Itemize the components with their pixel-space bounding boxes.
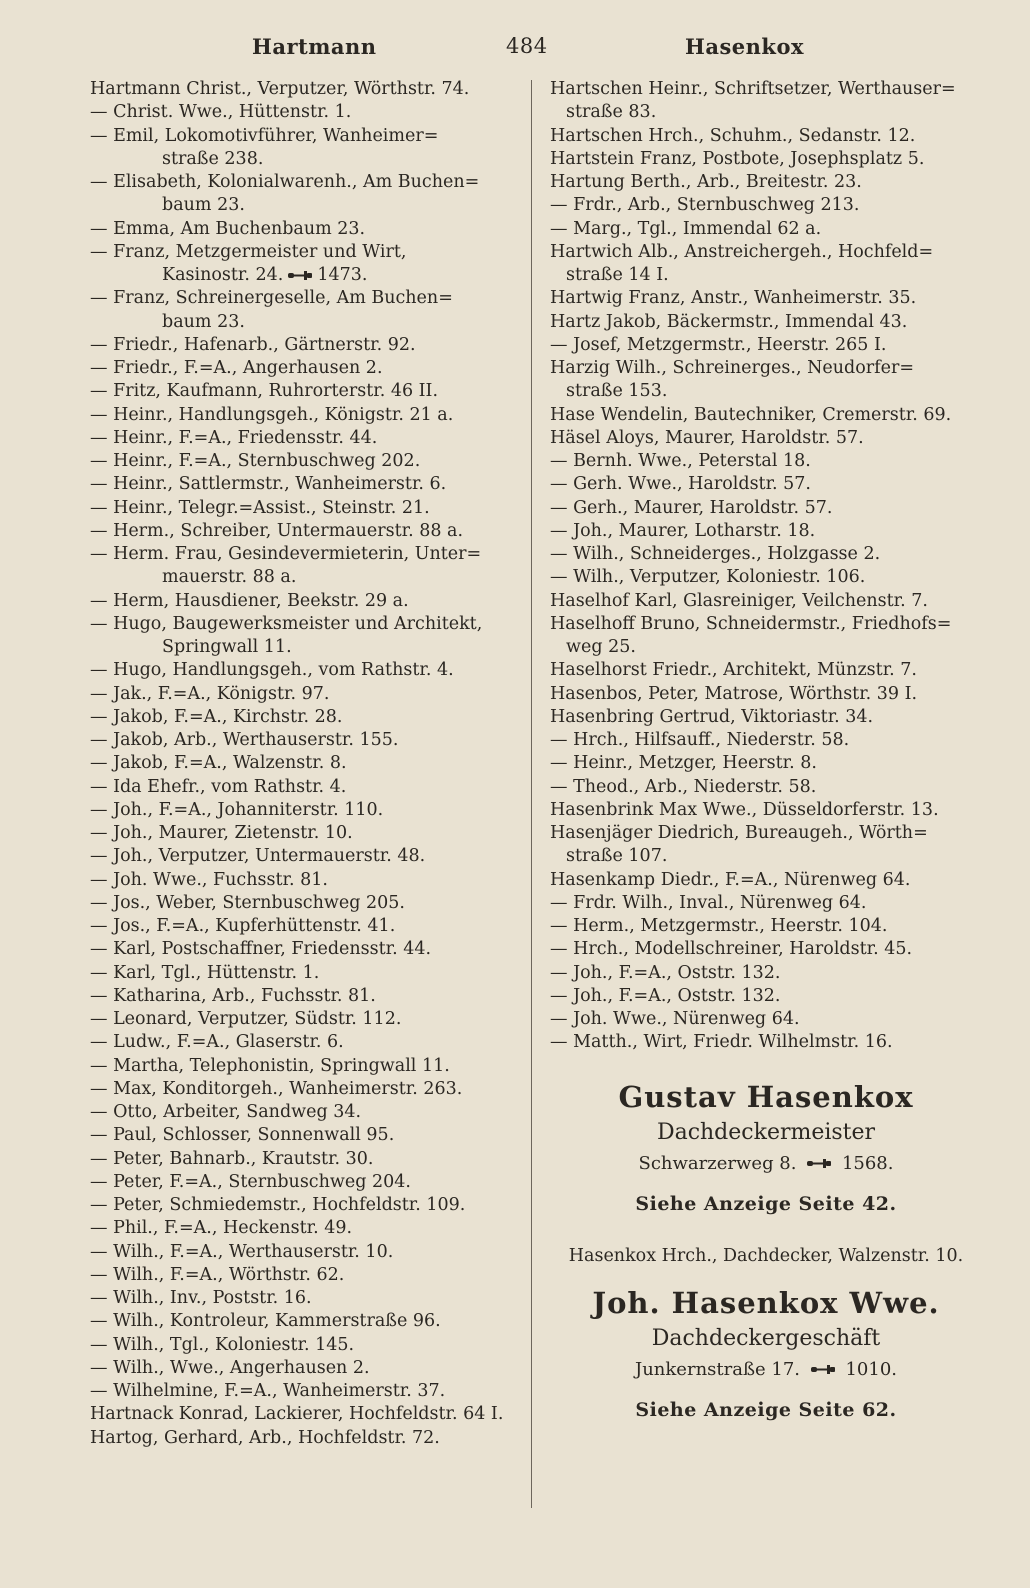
entry-line: — Phil., F.=A., Heckenstr. 49. bbox=[90, 1218, 353, 1239]
directory-entry bbox=[90, 1008, 522, 1031]
entry-hasenkox-hrch: Hasenkox Hrch., Dachdecker, Walzenstr. 10. bbox=[568, 1245, 964, 1266]
entry-continuation-text: mauerstr. 88 a. bbox=[162, 567, 297, 588]
entry-line: — Wilh., Kontroleur, Kammerstraße 96. bbox=[90, 1311, 441, 1332]
directory-entry bbox=[90, 404, 522, 427]
ad-reference: Siehe Anzeige Seite 62. bbox=[635, 1398, 897, 1421]
ad-address: Schwarzerweg 8. bbox=[638, 1152, 797, 1174]
directory-entry bbox=[550, 404, 982, 427]
entry-line: — Joh., F.=A., Oststr. 132. bbox=[550, 962, 781, 983]
entry-line: Hasenkamp Diedr., F.=A., Nürenweg 64. bbox=[550, 869, 911, 890]
entry-line: — Hrch., Hilfsauff., Niederstr. 58. bbox=[550, 730, 850, 750]
directory-entry bbox=[550, 241, 982, 288]
entry-continuation-text: Springwall 11. bbox=[162, 637, 292, 657]
entry-line: — Heinr., Telegr.=Assist., Steinstr. 21. bbox=[90, 497, 430, 518]
entry-line: — Ida Ehefr., vom Rathstr. 4. bbox=[90, 776, 347, 797]
telephone-icon bbox=[287, 270, 313, 281]
directory-entry bbox=[90, 427, 522, 450]
directory-entry bbox=[90, 613, 522, 660]
ad-name: Gustav Hasenkox bbox=[618, 1079, 914, 1114]
directory-entry bbox=[90, 520, 522, 543]
directory-entry bbox=[90, 1380, 522, 1403]
entry-line: Hartschen Heinr., Schriftsetzer, Werthauser= bbox=[550, 79, 956, 99]
directory-entry bbox=[550, 171, 982, 194]
entry-line: Hasenjäger Diedrich, Bureaugeh., Wörth= bbox=[550, 823, 928, 843]
entry-line: Haselhorst Friedr., Architekt, Münzstr. 7. bbox=[550, 660, 917, 681]
directory-entry bbox=[90, 938, 522, 961]
directory-entry bbox=[550, 892, 982, 915]
entry-line: — Joh., F.=A., Johanniterstr. 110. bbox=[90, 799, 384, 820]
entry-line: Hasenbrink Max Wwe., Düsseldorferstr. 13. bbox=[550, 799, 939, 820]
directory-entry bbox=[90, 1078, 522, 1101]
directory-entry bbox=[90, 962, 522, 985]
directory-entry bbox=[550, 683, 982, 706]
entry-line: — Herm., Metzgermstr., Heerstr. 104. bbox=[550, 916, 888, 936]
entry-continuation-text: straße 107. bbox=[566, 846, 668, 867]
directory-entry bbox=[90, 659, 522, 682]
entry-line: — Joh., Verputzer, Untermauerstr. 48. bbox=[90, 846, 426, 867]
directory-entry bbox=[90, 729, 522, 752]
entry-line: — Wilh., Tgl., Koloniestr. 145. bbox=[90, 1334, 355, 1355]
entry-line: — Max, Konditorgeh., Wanheimerstr. 263. bbox=[90, 1078, 463, 1099]
entry-line: — Peter, F.=A., Sternbuschweg 204. bbox=[90, 1171, 411, 1192]
ad-occupation: Dachdeckergeschäft bbox=[651, 1325, 881, 1351]
entry-phone: 1473. bbox=[317, 265, 368, 285]
entry-line: Hartschen Hrch., Schuhm., Sedanstr. 12. bbox=[550, 125, 916, 146]
entry-line: — Karl, Tgl., Hüttenstr. 1. bbox=[90, 962, 320, 983]
right-entries bbox=[550, 78, 982, 1055]
entry-line: — Katharina, Arb., Fuchsstr. 81. bbox=[90, 985, 376, 1006]
directory-entry bbox=[90, 1287, 522, 1310]
entry-line: — Jak., F.=A., Königstr. 97. bbox=[90, 683, 330, 704]
directory-entry bbox=[550, 450, 982, 473]
entry-line: — Franz, Metzgermeister und Wirt, bbox=[90, 241, 407, 262]
directory-entry bbox=[90, 380, 522, 403]
entry-line: — Otto, Arbeiter, Sandweg 34. bbox=[90, 1102, 362, 1122]
directory-entry bbox=[90, 543, 522, 590]
entry-line: Hartung Berth., Arb., Breitestr. 23. bbox=[550, 172, 862, 192]
entry-line: — Franz, Schreinergeselle, Am Buchen= bbox=[90, 288, 453, 309]
entry-line: Hasenbring Gertrud, Viktoriastr. 34. bbox=[550, 706, 874, 727]
directory-entry bbox=[550, 473, 982, 496]
entry-line: — Friedr., Hafenarb., Gärtnerstr. 92. bbox=[90, 334, 416, 355]
directory-entry bbox=[90, 915, 522, 938]
directory-entry bbox=[550, 962, 982, 985]
entry-line: — Jos., F.=A., Kupferhüttenstr. 41. bbox=[90, 916, 396, 936]
entry-continuation-text: straße 153. bbox=[566, 381, 668, 402]
entry-line: — Heinr., F.=A., Friedensstr. 44. bbox=[90, 427, 378, 448]
entry-line: — Bernh. Wwe., Peterstal 18. bbox=[550, 451, 811, 471]
entry-continuation-text: straße 238. bbox=[162, 148, 264, 169]
directory-entry bbox=[550, 311, 982, 334]
directory-entry bbox=[90, 985, 522, 1008]
directory-entry bbox=[90, 473, 522, 496]
directory-entry bbox=[550, 566, 982, 589]
directory-entry bbox=[550, 752, 982, 775]
entry-line: — Frdr. Wilh., Inval., Nürenweg 64. bbox=[550, 892, 867, 913]
directory-entry bbox=[90, 1171, 522, 1194]
directory-entry bbox=[550, 125, 982, 148]
directory-entry bbox=[550, 1008, 982, 1031]
directory-entry bbox=[550, 334, 982, 357]
entry-continuation bbox=[90, 148, 522, 171]
directory-entry bbox=[90, 101, 522, 124]
left-column bbox=[90, 78, 522, 1450]
directory-entry bbox=[90, 1241, 522, 1264]
entry-line: — Theod., Arb., Niederstr. 58. bbox=[550, 776, 817, 797]
entry-line: — Heinr., F.=A., Sternbuschweg 202. bbox=[90, 451, 421, 471]
directory-entry bbox=[90, 1148, 522, 1171]
directory-entry bbox=[90, 334, 522, 357]
entry-line: — Gerh., Maurer, Haroldstr. 57. bbox=[550, 497, 833, 518]
entry-line: — Marg., Tgl., Immendal 62 a. bbox=[550, 218, 822, 239]
entry-line: — Jakob, F.=A., Kirchstr. 28. bbox=[90, 706, 343, 727]
directory-entry bbox=[550, 543, 982, 566]
directory-entry bbox=[550, 218, 982, 241]
directory-entry bbox=[90, 287, 522, 334]
directory-entry bbox=[90, 1403, 522, 1426]
entry-line: — Joh. Wwe., Nürenweg 64. bbox=[550, 1009, 800, 1029]
entry-line: — Hugo, Baugewerksmeister und Architekt, bbox=[90, 613, 483, 634]
directory-entry bbox=[90, 845, 522, 868]
entry-line: Hartwich Alb., Anstreichergeh., Hochfeld= bbox=[550, 241, 934, 262]
entry-line: — Hrch., Modellschreiner, Haroldstr. 45. bbox=[550, 939, 913, 960]
telephone-icon bbox=[810, 1364, 836, 1375]
entry-line: — Frdr., Arb., Sternbuschweg 213. bbox=[550, 195, 860, 216]
directory-entry bbox=[550, 194, 982, 217]
directory-entry bbox=[550, 799, 982, 822]
entry-line: — Fritz, Kaufmann, Ruhrorterstr. 46 II. bbox=[90, 381, 439, 402]
directory-entry bbox=[550, 1031, 982, 1054]
directory-entry bbox=[550, 659, 982, 682]
directory-entry bbox=[90, 590, 522, 613]
entry-line: Hartog, Gerhard, Arb., Hochfeldstr. 72. bbox=[90, 1427, 440, 1448]
directory-entry bbox=[90, 683, 522, 706]
entry-line: — Wilh., F.=A., Werthauserstr. 10. bbox=[90, 1241, 394, 1262]
directory-entry bbox=[90, 125, 522, 172]
directory-entry bbox=[550, 287, 982, 310]
directory-entry bbox=[550, 78, 982, 125]
directory-entry bbox=[90, 869, 522, 892]
entry-line: — Herm, Hausdiener, Beekstr. 29 a. bbox=[90, 590, 409, 611]
entry-line: Hasenbos, Peter, Matrose, Wörthstr. 39 I. bbox=[550, 683, 918, 704]
ad-name: Joh. Hasenkox Wwe. bbox=[592, 1285, 940, 1320]
advertisement-joh-hasenkox bbox=[550, 1283, 982, 1427]
entry-continuation-text: Kasinostr. 24. bbox=[162, 265, 284, 285]
entry-line: — Wilh., Verputzer, Koloniestr. 106. bbox=[550, 567, 866, 588]
entry-line: — Martha, Telephonistin, Springwall 11. bbox=[90, 1055, 450, 1076]
entry-line: — Peter, Bahnarb., Krautstr. 30. bbox=[90, 1148, 374, 1169]
entry-line: — Wilh., Inv., Poststr. 16. bbox=[90, 1288, 312, 1308]
directory-entry bbox=[90, 357, 522, 380]
directory-entry bbox=[90, 1101, 522, 1124]
entry-line: — Paul, Schlosser, Sonnenwall 95. bbox=[90, 1125, 395, 1146]
entry-line: — Elisabeth, Kolonialwarenh., Am Buchen= bbox=[90, 172, 480, 192]
entry-continuation bbox=[550, 101, 982, 124]
header-right-name: Hasenkox bbox=[685, 34, 804, 59]
entry-line: — Heinr., Metzger, Heerstr. 8. bbox=[550, 753, 817, 774]
entry-line: Hartwig Franz, Anstr., Wanheimerstr. 35. bbox=[550, 288, 917, 309]
ad-address-line bbox=[550, 1355, 982, 1385]
directory-entry bbox=[550, 938, 982, 961]
column-divider bbox=[531, 80, 532, 1508]
ad-occupation: Dachdeckermeister bbox=[656, 1119, 876, 1145]
entry-line: — Matth., Wirt, Friedr. Wilhelmstr. 16. bbox=[550, 1032, 893, 1053]
entry-line: Haselhof Karl, Glasreiniger, Veilchenstr. 7. bbox=[550, 590, 928, 611]
directory-entry bbox=[550, 869, 982, 892]
page-number: 484 bbox=[506, 34, 548, 58]
directory-entry bbox=[90, 497, 522, 520]
directory-entry bbox=[550, 590, 982, 613]
entry-line: — Joh. Wwe., Fuchsstr. 81. bbox=[90, 869, 328, 890]
entry-line: — Leonard, Verputzer, Südstr. 112. bbox=[90, 1009, 402, 1029]
entry-line: — Heinr., Handlungsgeh., Königstr. 21 a. bbox=[90, 404, 454, 425]
directory-entry bbox=[90, 822, 522, 845]
directory-entry bbox=[550, 497, 982, 520]
entry-line: — Joh., Maurer, Zietenstr. 10. bbox=[90, 823, 353, 843]
entry-continuation-text: straße 14 I. bbox=[566, 265, 669, 285]
directory-entry bbox=[90, 1427, 522, 1450]
directory-entry bbox=[90, 1334, 522, 1357]
entry-line: Harzig Wilh., Schreinerges., Neudorfer= bbox=[550, 358, 914, 378]
directory-entry bbox=[550, 357, 982, 404]
page-header bbox=[90, 34, 970, 64]
entry-line: Hartmann Christ., Verputzer, Wörthstr. 74. bbox=[90, 79, 470, 99]
entry-line: — Wilh., Schneiderges., Holzgasse 2. bbox=[550, 544, 881, 564]
directory-entry bbox=[550, 148, 982, 171]
directory-entry bbox=[90, 1217, 522, 1240]
entry-continuation-text: baum 23. bbox=[162, 195, 245, 216]
entry-line: Hase Wendelin, Bautechniker, Cremerstr. 69. bbox=[550, 404, 952, 425]
entry-line: — Wilhelmine, F.=A., Wanheimerstr. 37. bbox=[90, 1381, 446, 1401]
directory-entry bbox=[90, 1310, 522, 1333]
directory-entry bbox=[90, 892, 522, 915]
entry-continuation-text: straße 83. bbox=[566, 102, 657, 123]
directory-entry bbox=[90, 776, 522, 799]
directory-entry bbox=[550, 915, 982, 938]
entry-line: — Karl, Postschaffner, Friedensstr. 44. bbox=[90, 939, 432, 960]
entry-continuation bbox=[90, 311, 522, 334]
entry-line: Hartz Jakob, Bäckermstr., Immendal 43. bbox=[550, 311, 908, 332]
entry-line: — Joh., F.=A., Oststr. 132. bbox=[550, 985, 781, 1006]
directory-entry bbox=[90, 1124, 522, 1147]
directory-entry bbox=[90, 78, 522, 101]
entry-line: Hartstein Franz, Postbote, Josephsplatz 5. bbox=[550, 148, 925, 169]
ad-phone: 1010. bbox=[845, 1358, 897, 1380]
entry-line: — Joh., Maurer, Lotharstr. 18. bbox=[550, 520, 816, 541]
header-left-name: Hartmann bbox=[252, 34, 377, 59]
entry-line: — Jos., Weber, Sternbuschweg 205. bbox=[90, 892, 405, 913]
entry-line: — Jakob, Arb., Werthauserstr. 155. bbox=[90, 730, 399, 750]
directory-entry bbox=[550, 520, 982, 543]
entry-continuation bbox=[550, 845, 982, 868]
directory-entry bbox=[550, 985, 982, 1008]
entry-line: — Friedr., F.=A., Angerhausen 2. bbox=[90, 358, 383, 378]
ad-phone: 1568. bbox=[841, 1152, 894, 1174]
directory-entry bbox=[90, 1055, 522, 1078]
entry-line: — Heinr., Sattlermstr., Wanheimerstr. 6. bbox=[90, 474, 447, 495]
entry-line: Häsel Aloys, Maurer, Haroldstr. 57. bbox=[550, 427, 864, 448]
telephone-icon bbox=[806, 1158, 832, 1169]
directory-entry bbox=[90, 1357, 522, 1380]
entry-line: — Josef, Metzgermstr., Heerstr. 265 I. bbox=[550, 334, 887, 355]
entry-line: — Herm., Schreiber, Untermauerstr. 88 a. bbox=[90, 520, 464, 541]
directory-entry bbox=[90, 799, 522, 822]
entry-line: — Emma, Am Buchenbaum 23. bbox=[90, 218, 366, 239]
directory-entry bbox=[90, 218, 522, 241]
entry-continuation bbox=[550, 380, 982, 403]
directory-entry bbox=[90, 171, 522, 218]
entry-line: — Wilh., Wwe., Angerhausen 2. bbox=[90, 1357, 370, 1378]
directory-entry bbox=[90, 752, 522, 775]
entry-line: — Christ. Wwe., Hüttenstr. 1. bbox=[90, 102, 352, 123]
entry-continuation bbox=[90, 264, 522, 287]
directory-entry bbox=[550, 706, 982, 729]
directory-entry bbox=[90, 1264, 522, 1287]
directory-entry bbox=[90, 1031, 522, 1054]
entry-line: — Emil, Lokomotivführer, Wanheimer= bbox=[90, 125, 439, 146]
directory-entry bbox=[550, 427, 982, 450]
entry-line: — Wilh., F.=A., Wörthstr. 62. bbox=[90, 1264, 345, 1285]
directory-entry bbox=[90, 241, 522, 288]
entry-continuation-text: baum 23. bbox=[162, 311, 245, 332]
directory-entry bbox=[90, 1194, 522, 1217]
entry-continuation bbox=[550, 636, 982, 659]
entry-line: Haselhoff Bruno, Schneidermstr., Friedhofs= bbox=[550, 613, 952, 634]
entry-line: — Hugo, Handlungsgeh., vom Rathstr. 4. bbox=[90, 660, 454, 681]
right-column bbox=[550, 78, 982, 1427]
entry-line: — Herm. Frau, Gesindevermieterin, Unter= bbox=[90, 544, 482, 564]
entry-continuation bbox=[90, 636, 522, 659]
entry-line: — Ludw., F.=A., Glaserstr. 6. bbox=[90, 1032, 344, 1053]
entry-line: — Peter, Schmiedemstr., Hochfeldstr. 109. bbox=[90, 1195, 466, 1215]
entry-continuation-text: weg 25. bbox=[566, 637, 636, 657]
ad-address: Junkernstraße 17. bbox=[635, 1358, 800, 1380]
entry-line: — Gerh. Wwe., Haroldstr. 57. bbox=[550, 474, 811, 495]
entry-line: — Jakob, F.=A., Walzenstr. 8. bbox=[90, 753, 347, 774]
directory-entry bbox=[90, 450, 522, 473]
ad-address-line bbox=[550, 1149, 982, 1179]
advertisement-gustav-hasenkox bbox=[550, 1077, 982, 1221]
directory-entry bbox=[550, 776, 982, 799]
entry-continuation bbox=[90, 566, 522, 589]
directory-entry bbox=[550, 729, 982, 752]
entry-continuation bbox=[90, 194, 522, 217]
directory-entry bbox=[550, 822, 982, 869]
entry-line: Hartnack Konrad, Lackierer, Hochfeldstr. 64 I. bbox=[90, 1404, 504, 1425]
entry-continuation bbox=[550, 264, 982, 287]
directory-entry bbox=[90, 706, 522, 729]
directory-entry bbox=[550, 613, 982, 660]
ad-reference: Siehe Anzeige Seite 42. bbox=[635, 1192, 897, 1215]
